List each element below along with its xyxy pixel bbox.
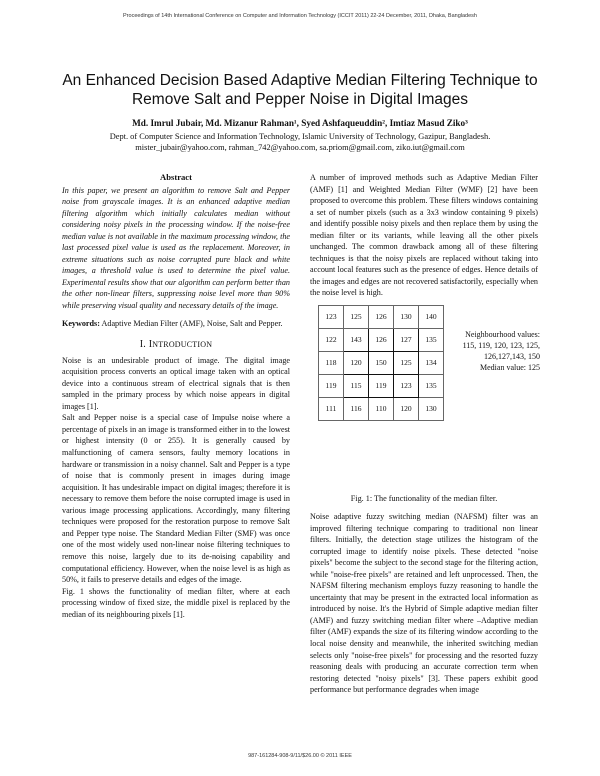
- grid-cell: 134: [419, 352, 444, 375]
- grid-cell: 119: [319, 375, 344, 398]
- grid-row: [319, 306, 444, 329]
- abstract-body: In this paper, we present an algorithm to remove Salt and Pepper noise from grayscale images. It is an enhanced adaptive median filtering algorithm which initially calculates median without considering noisy pixels in the processing window. If the noise-free median value is not available in the maximum processing window, the last processed pixel value is used as the replacement. Moreover, in extreme situations such as noise corrupted pure black and white images, a threshold value is used to determine the pixel value. Experimental results show that our algorithm can perform better than the other non-linear filters, suppressing noise level more than 90% while preserving visual quality and necessary details of the image.: [62, 185, 290, 311]
- grid-cell: 110: [369, 398, 394, 421]
- grid-cell: 120: [394, 398, 419, 421]
- grid-row: [319, 398, 444, 421]
- grid-cell: 135: [419, 375, 444, 398]
- figure-caption: Fig. 1: The functionality of the median filter.: [350, 494, 498, 504]
- intro-paragraph-2: Salt and Pepper noise is a special case of Impulse noise where a percentage of pixels in an image is transformed either in to the lowest or highest intensity (0 or 255). It is generally caused by malfunctioning of camera sensors, faulty memory locations in hardware or transmission in a noisy channel. Salt and Pepper is a type of noise that is commonly present in images during image acquisition. It has undesirable impact on digital images; therefore it is necessary to remove them before the noise corrupted image is used in various image processing applications. Accordingly, many filtering techniques were proposed for the restoration purpose to remove Salt and Pepper type noise. The Standard Median Filter (SMF) was once one of the most widely used non-linear noise filtering techniques to remove this noise, largely due to its de-noising capability and computational efficiency. However, when the noise level is as high as 50%, it fails to preserve details and edges of the image.: [62, 413, 290, 585]
- grid-cell: 125: [394, 352, 419, 375]
- grid-cell: 115: [344, 375, 369, 398]
- intro-paragraph-3: Fig. 1 shows the functionality of median filter, where at each processing window of fixed size, the middle pixel is replaced by the median of its neighbouring pixels [1].: [62, 586, 290, 619]
- grid-cell: 140: [419, 306, 444, 329]
- author-emails: mister_jubair@yahoo.com, rahman_742@yahoo.com, sa.priom@gmail.com, ziko.iut@gmail.com: [135, 143, 465, 152]
- grid-cell: 122: [319, 329, 344, 352]
- grid-row: [319, 352, 444, 375]
- grid-cell: 130: [394, 306, 419, 329]
- section-number: I.: [139, 339, 146, 351]
- copyright-footer: 987-161284-908-9/11/$26.00 © 2011 IEEE: [248, 753, 352, 759]
- grid-cell: 130: [419, 398, 444, 421]
- neighbourhood-values: 115, 119, 120, 123, 125, 126,127,143, 150: [462, 341, 540, 362]
- figure-1: [310, 299, 538, 511]
- abstract-heading: Abstract: [160, 172, 192, 182]
- keywords: [62, 318, 290, 330]
- grid-cell: 119: [369, 375, 394, 398]
- grid-cell: 123: [394, 375, 419, 398]
- keywords-label: Keywords:: [62, 318, 100, 328]
- median-label: Median value: 125: [480, 363, 540, 373]
- section-title-rest: NTRODUCTION: [152, 340, 213, 350]
- authors: Md. Imrul Jubair, Md. Mizanur Rahman¹, Syed Ashfaqueuddin², Imtiaz Masud Ziko³: [132, 118, 468, 128]
- grid-row: [319, 329, 444, 352]
- section-title-first: I: [148, 339, 153, 351]
- grid-cell: 116: [344, 398, 369, 421]
- affiliation: Dept. of Computer Science and Information Technology, Islamic University of Technology, Gazipur, Bangladesh.: [109, 132, 491, 141]
- left-column: [62, 172, 290, 620]
- section-heading-introduction: [62, 339, 290, 351]
- running-head: Proceedings of 14th International Conference on Computer and Information Technology (ICCIT 2011) 22-24 December, 2011, Dhaka, Bangladesh: [123, 13, 477, 19]
- paper-title: An Enhanced Decision Based Adaptive Median Filtering Technique to Remove Salt and Pepper Noise in Digital Images: [62, 72, 538, 108]
- intro-paragraph-1: Noise is an undesirable product of image. The digital image acquisition process converts an optical image taken with an optical device into a continuous stream of electrical signals that is then sampled in the primary process by which noise appears in digital images [1].: [62, 355, 290, 411]
- grid-cell: 126: [369, 306, 394, 329]
- pixel-grid: [318, 305, 444, 421]
- right-intro-paragraph: A number of improved methods such as Adaptive Median Filter (AMF) [1] and Weighted Median Filter (WMF) [2] have been proposed to overcome this problem. These filters windows containing a set of number pixels (such as a 3x3 window containing 9 pixels) and identify possible noisy pixels and then replace them by using the median filter or its variants, while leaving all the other pixels unchanged. The common drawback among all of these filtering techniques is that the noisy pixels are replaced without taking into account local features such as the presence of edges. Hence details of the images and edges are not recovered satisfactorily, especially when the noise level is high.: [310, 173, 538, 298]
- affiliation-block: [30, 131, 570, 153]
- grid-cell: 143: [344, 329, 369, 352]
- grid-cell: 127: [394, 329, 419, 352]
- grid-cell: 125: [344, 306, 369, 329]
- figure-annotation: [460, 329, 540, 373]
- neighbourhood-label: Neighbourhood values:: [465, 330, 540, 340]
- grid-cell: 126: [369, 329, 394, 352]
- grid-cell: 111: [319, 398, 344, 421]
- right-column: [310, 172, 538, 696]
- grid-cell: 150: [369, 352, 394, 375]
- grid-cell: 135: [419, 329, 444, 352]
- right-body-paragraph: Noise adaptive fuzzy switching median (NAFSM) filter was an improved filtering technique comparing to traditional non linear filters. Initially, the detection stage utilizes the histogram of the corrupted image to identify noise pixels. These detected "noise pixels" become the subject to the second stage for the filtering action, while "noise-free pixels" are retained and left unprocessed. Then, the NAFSM filtering mechanism employs fuzzy reasoning to handle the uncertainty that may be present in the extracted local information as introduced by noise. It's the Hybrid of Simple adaptive median filter (AMF) and fuzzy switching median filter where –Adaptive median filter (AMF) expands the size of its filtering window according to the local noise density and meanwhile, the inherited switching median selects only "noise-free pixels" for processing and the resorted fuzzy reasoning deals with producing an accurate correction term when restoring detected "noisy pixels" [3]. These papers exhibit good performance but performance degrades when image: [310, 512, 538, 695]
- grid-cell: 118: [319, 352, 344, 375]
- grid-cell: 120: [344, 352, 369, 375]
- grid-row: [319, 375, 444, 398]
- keywords-text: Adaptive Median Filter (AMF), Noise, Salt and Pepper.: [101, 318, 283, 328]
- grid-cell: 123: [319, 306, 344, 329]
